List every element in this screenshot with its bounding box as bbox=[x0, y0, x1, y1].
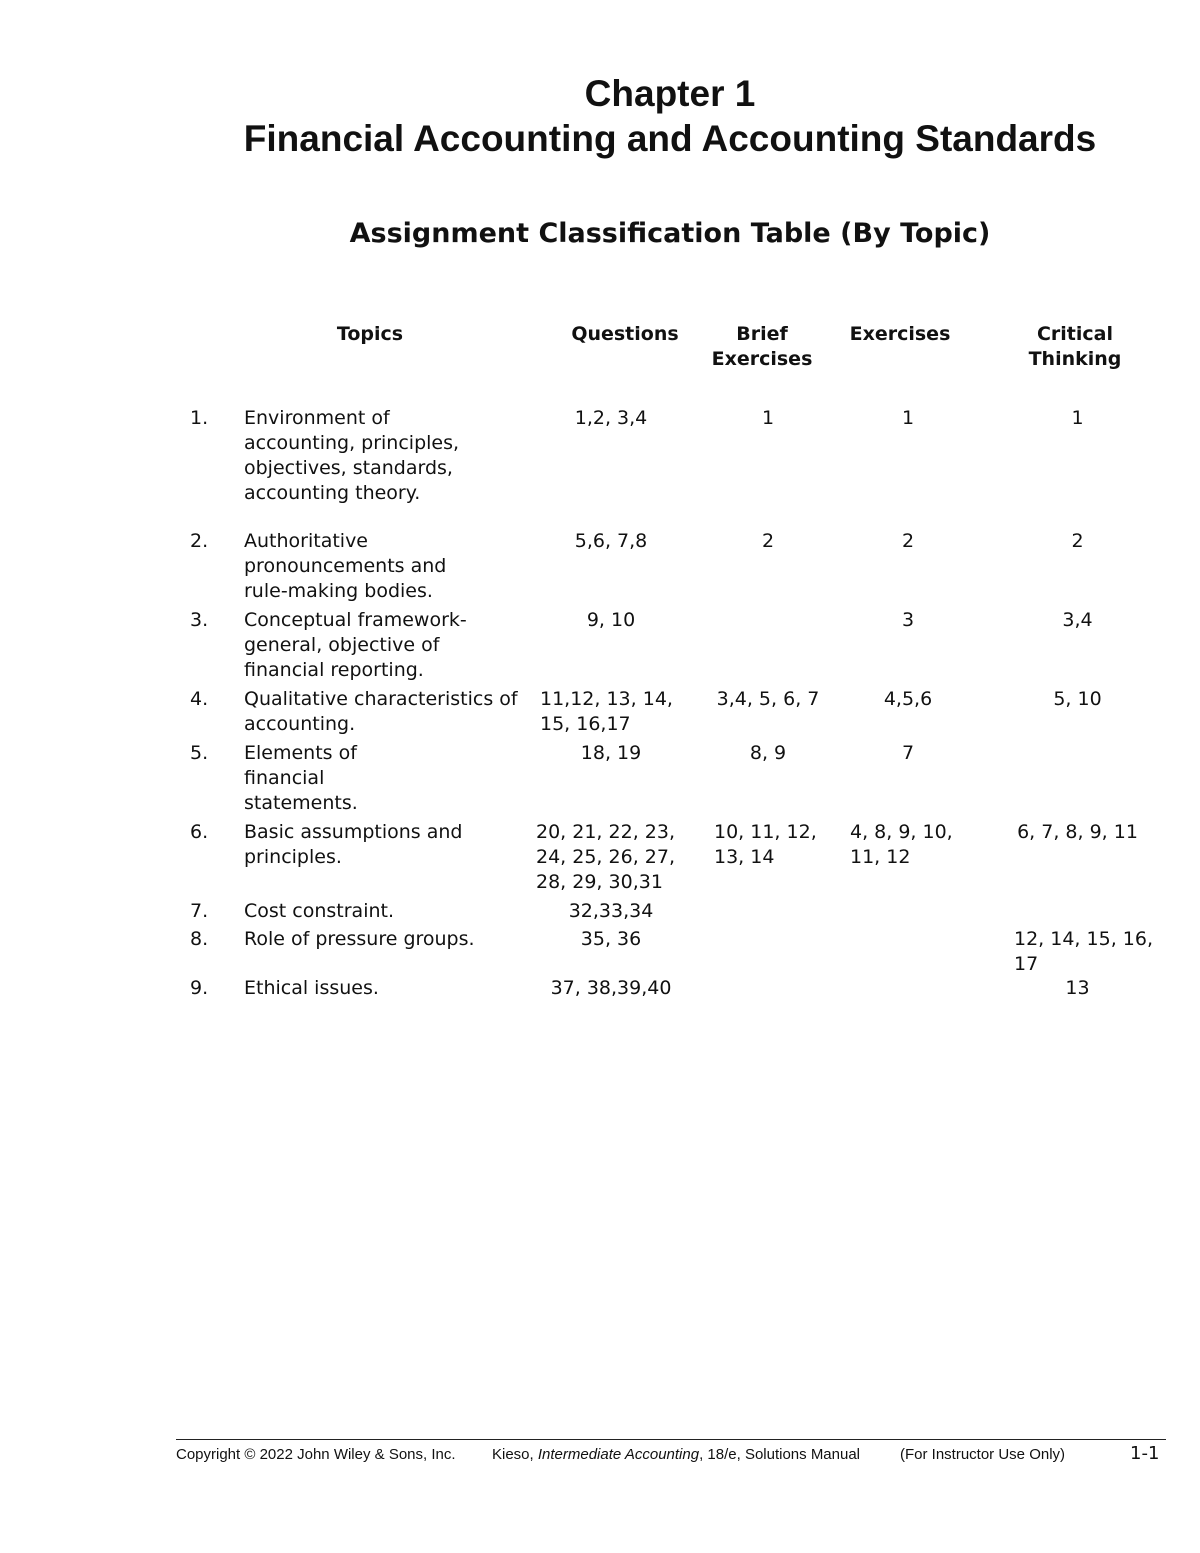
column-header-exercises: Exercises bbox=[849, 323, 951, 345]
row-topic: Basic assumptions and principles. bbox=[244, 821, 463, 868]
row-number: 3. bbox=[190, 609, 209, 631]
row-number: 1. bbox=[190, 407, 209, 429]
row-questions: 11,12, 13, 14, 15, 16,17 bbox=[540, 688, 673, 735]
column-header-critical-thinking: Critical Thinking bbox=[1028, 323, 1122, 370]
row-brief-exercises: 2 bbox=[761, 530, 775, 552]
row-exercises: 4, 8, 9, 10, 11, 12 bbox=[850, 821, 953, 868]
row-number: 9. bbox=[190, 977, 209, 999]
row-critical-thinking: 12, 14, 15, 16, 17 bbox=[1014, 928, 1153, 975]
row-brief-exercises: 10, 11, 12, 13, 14 bbox=[714, 821, 817, 868]
row-questions: 18, 19 bbox=[580, 742, 642, 764]
row-topic: Cost constraint. bbox=[244, 900, 395, 922]
row-exercises: 1 bbox=[901, 407, 915, 429]
row-topic: Authoritative pronouncements and rule-making bodies. bbox=[244, 530, 447, 602]
footer-divider bbox=[176, 1439, 1166, 1440]
row-topic: Environment of accounting, principles, objectives, standards, accounting theory. bbox=[244, 407, 460, 504]
row-topic: Elements of financial statements. bbox=[244, 742, 358, 814]
chapter-title: Financial Accounting and Accounting Standards bbox=[243, 118, 1097, 159]
row-brief-exercises: 8, 9 bbox=[749, 742, 787, 764]
table-title: Assignment Classification Table (By Topic) bbox=[349, 218, 991, 249]
row-questions: 20, 21, 22, 23, 24, 25, 26, 27, 28, 29, 30,31 bbox=[536, 821, 675, 893]
row-topic: Conceptual framework- general, objective of financial reporting. bbox=[244, 609, 467, 681]
row-number: 6. bbox=[190, 821, 209, 843]
row-critical-thinking: 2 bbox=[1071, 530, 1084, 552]
column-header-topics: Topics bbox=[336, 323, 404, 345]
row-questions: 37, 38,39,40 bbox=[550, 977, 672, 999]
row-topic: Ethical issues. bbox=[244, 977, 379, 999]
row-number: 8. bbox=[190, 928, 209, 950]
row-questions: 35, 36 bbox=[580, 928, 642, 950]
row-number: 5. bbox=[190, 742, 209, 764]
footer-book-author: Kieso, bbox=[492, 1446, 538, 1463]
column-header-brief-exercises: Brief Exercises bbox=[711, 323, 813, 370]
chapter-number: Chapter 1 bbox=[584, 73, 756, 114]
row-brief-exercises: 3,4, 5, 6, 7 bbox=[716, 688, 820, 710]
row-critical-thinking: 3,4 bbox=[1062, 609, 1093, 631]
column-header-questions: Questions bbox=[571, 323, 679, 345]
footer-book-title: Intermediate Accounting bbox=[537, 1446, 700, 1463]
footer-copyright: Copyright © 2022 John Wiley & Sons, Inc. bbox=[176, 1446, 456, 1463]
page-number: 1-1 bbox=[1130, 1443, 1160, 1464]
row-exercises: 7 bbox=[901, 742, 915, 764]
row-questions: 9, 10 bbox=[586, 609, 636, 631]
row-questions: 32,33,34 bbox=[568, 900, 654, 922]
row-exercises: 2 bbox=[901, 530, 915, 552]
row-questions: 5,6, 7,8 bbox=[574, 530, 648, 552]
row-critical-thinking: 6, 7, 8, 9, 11 bbox=[1017, 821, 1138, 843]
footer-book-edition: , 18/e, Solutions Manual bbox=[699, 1446, 861, 1463]
row-critical-thinking: 1 bbox=[1071, 407, 1084, 429]
row-critical-thinking: 5, 10 bbox=[1053, 688, 1102, 710]
row-exercises: 4,5,6 bbox=[883, 688, 933, 710]
row-topic: Qualitative characteristics of accounting. bbox=[244, 688, 518, 735]
footer-book-citation bbox=[492, 1445, 860, 1465]
row-number: 7. bbox=[190, 900, 209, 922]
row-number: 4. bbox=[190, 688, 209, 710]
row-topic: Role of pressure groups. bbox=[244, 928, 475, 950]
row-critical-thinking: 13 bbox=[1065, 977, 1090, 999]
row-exercises: 3 bbox=[901, 609, 915, 631]
row-number: 2. bbox=[190, 530, 209, 552]
row-questions: 1,2, 3,4 bbox=[574, 407, 648, 429]
footer-instructor-note: (For Instructor Use Only) bbox=[900, 1446, 1066, 1463]
row-brief-exercises: 1 bbox=[761, 407, 775, 429]
